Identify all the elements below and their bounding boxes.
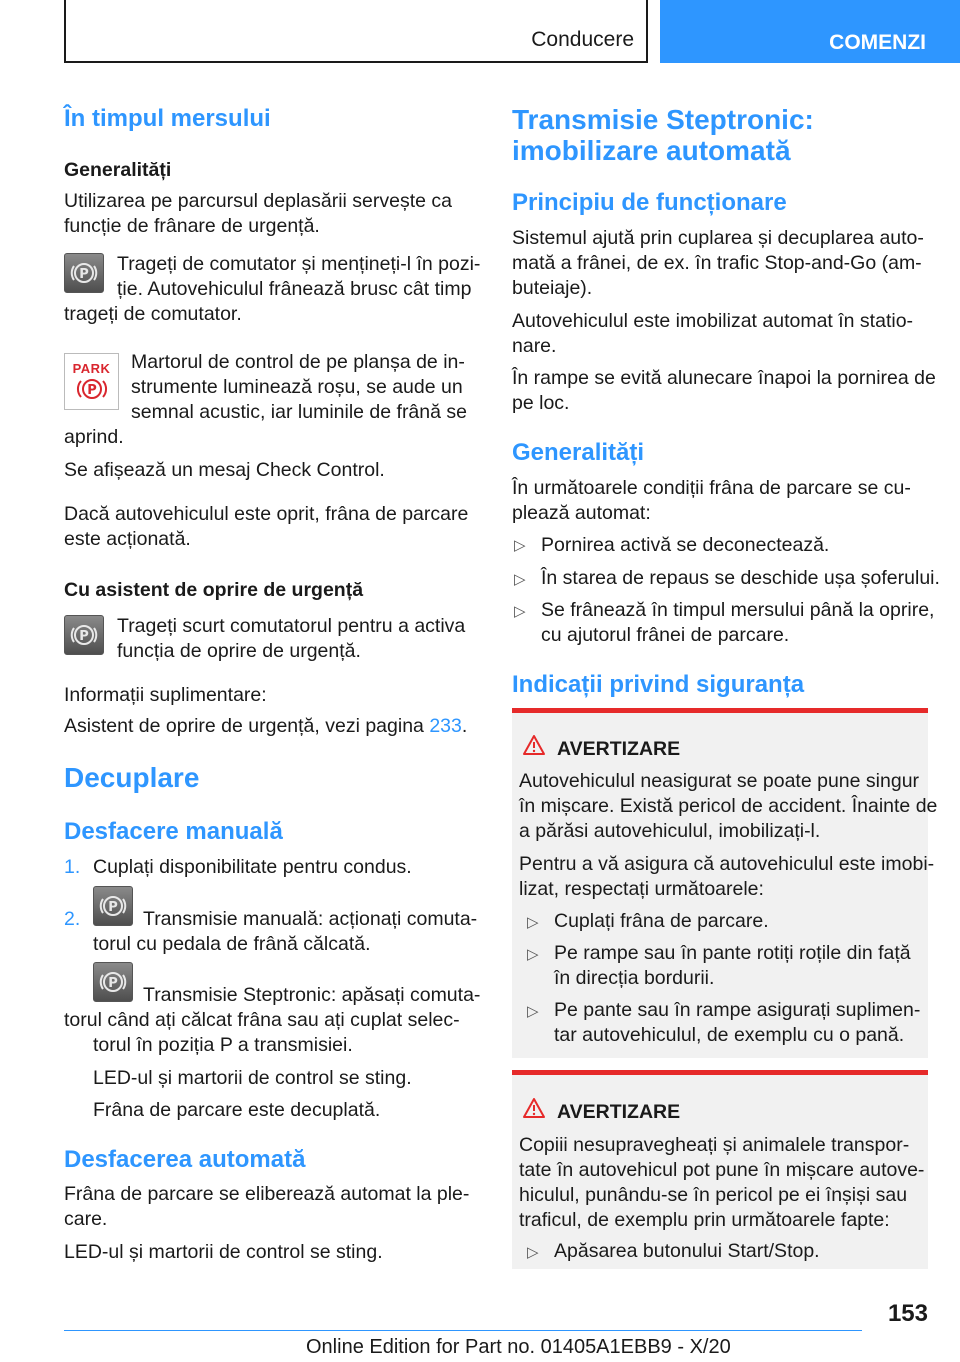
warning-1-bullet-3b: tar autovehiculul, de exemplu cu o pană. — [554, 1024, 905, 1046]
page-number: 153 — [887, 1300, 928, 1327]
paragraph-principiu-1: Sistemul ajută prin cuplarea și decuplarea auto- — [512, 227, 924, 249]
header-section-title: Conducere — [531, 28, 634, 51]
paragraph-principiu-2: mată a frânei, de ex. în trafic Stop-and-Go (am- — [512, 252, 922, 274]
svg-text:P: P — [108, 900, 118, 915]
paragraph-generalitati-1: Utilizarea pe parcursul deplasării servește ca — [64, 190, 453, 212]
reference-end: . — [461, 715, 468, 737]
step-2b-text-2: torul când ați călcat frâna sau ați cuplat selec- — [64, 1009, 460, 1031]
bullet-3-text-1: Se frânează în timpul mersului până la oprire, — [541, 599, 935, 621]
heading-in-timpul-mersului: În timpul mersului — [64, 105, 271, 132]
warning-2-bullet-1: Apăsarea butonului Start/Stop. — [554, 1240, 820, 1262]
step-2d-text: Frâna de parcare este decuplată. — [93, 1099, 381, 1121]
triangle-bullet-icon: ▷ — [514, 537, 526, 554]
park-warning-light-icon — [64, 353, 119, 410]
warning-1-bullet-3a: Pe pante sau în rampe asigurați suplimen- — [554, 999, 921, 1021]
step-2-text-1: Transmisie manuală: acționați comuta- — [143, 908, 478, 930]
reference-text: Asistent de oprire de urgență, vezi pagina — [64, 715, 430, 737]
paragraph-led: LED-ul și martorii de control se sting. — [64, 1241, 383, 1263]
paragraph-oprit-1: Dacă autovehiculul este oprit, frâna de parcare — [64, 503, 469, 525]
triangle-bullet-icon: ▷ — [527, 1244, 539, 1261]
warning-1-bullet-2b: în direcția bordurii. — [554, 967, 715, 989]
asistent-text-1: Trageți scurt comutatorul pentru a activa — [117, 615, 466, 637]
footer-divider — [64, 1330, 862, 1331]
paragraph-auto-2: care. — [64, 1208, 108, 1230]
bullet-3-text-2: cu ajutorul frânei de parcare. — [541, 624, 790, 646]
svg-text:P: P — [79, 629, 89, 644]
paragraph-generalitati-2: funcție de frânare de urgență. — [64, 215, 320, 237]
step-2c-text: LED-ul și martorii de control se sting. — [93, 1067, 412, 1089]
paragraph-principiu-3: buteiaje). — [512, 277, 593, 299]
triangle-bullet-icon: ▷ — [527, 914, 539, 931]
park-text-3: semnal acustic, iar luminile de frână se — [131, 401, 467, 423]
paragraph-imobilizat-2: nare. — [512, 335, 557, 357]
parking-brake-icon — [93, 962, 133, 1002]
warning-1-text-1: Autovehiculul neasigurat se poate pune singur — [519, 770, 920, 792]
warning-2-text-1: Copiii nesupravegheați și animalele transpor- — [519, 1134, 910, 1156]
warning-1-text-5: lizat, respectați următoarele: — [519, 878, 764, 900]
heading-desfacere-manuala: Desfacere manuală — [64, 818, 283, 845]
header-chapter-tab[interactable] — [660, 0, 960, 63]
paragraph-check-control: Se afișează un mesaj Check Control. — [64, 459, 385, 481]
warning-2-title: AVERTIZARE — [557, 1101, 681, 1123]
parking-brake-icon — [64, 615, 104, 655]
svg-text:P: P — [108, 976, 118, 991]
step-2b-text-1: Transmisie Steptronic: apăsați comuta- — [143, 984, 481, 1006]
chapter-label: COMENZI — [829, 30, 926, 54]
heading-decuplare: Decuplare — [64, 762, 200, 793]
subheading-asistent: Cu asistent de oprire de urgență — [64, 579, 364, 601]
step-1-text: Cuplați disponibilitate pentru condus. — [93, 856, 412, 878]
warning-2-text-4: traficul, de exemplu prin următoarele fapte: — [519, 1209, 890, 1231]
heading-desfacerea-automata: Desfacerea automată — [64, 1146, 306, 1173]
park-label: PARK — [72, 360, 111, 376]
warning-1-bullet-2a: Pe rampe sau în pante rotiți roțile din față — [554, 942, 911, 964]
icon1-text-1: Trageți de comutator și mențineți-l în pozi- — [117, 253, 481, 275]
heading-steptronic-2: imobilizare automată — [512, 135, 791, 166]
heading-generalitati: Generalități — [512, 439, 645, 466]
paragraph-rampe-1: În rampe se evită alunecare înapoi la pornirea de — [512, 367, 936, 389]
triangle-bullet-icon: ▷ — [514, 571, 526, 588]
park-text-1: Martorul de control de pe planșa de in- — [131, 351, 465, 373]
footer-edition: Online Edition for Part no. 01405A1EBB9 - X/20 — [306, 1336, 731, 1358]
icon1-text-3: trageți de comutator. — [64, 303, 242, 325]
paragraph-conditii-2: plează automat: — [512, 502, 651, 524]
parking-brake-icon — [64, 253, 104, 293]
warning-triangle-icon — [522, 734, 546, 761]
parking-brake-icon — [93, 886, 133, 926]
svg-text:P: P — [79, 267, 89, 282]
paragraph-imobilizat-1: Autovehiculul este imobilizat automat în statio- — [512, 310, 914, 332]
warning-2-text-2: tate în autovehicul pot pune în mișcare autove- — [519, 1159, 925, 1181]
asistent-text-2: funcția de oprire de urgență. — [117, 640, 361, 662]
step-2-text-2: torul cu pedala de frână călcată. — [93, 933, 371, 955]
triangle-bullet-icon: ▷ — [514, 603, 526, 620]
heading-siguranta: Indicații privind siguranța — [512, 671, 805, 698]
paragraph-rampe-2: pe loc. — [512, 392, 570, 414]
triangle-bullet-icon: ▷ — [527, 1003, 539, 1020]
warning-1-bullet-1: Cuplați frâna de parcare. — [554, 910, 769, 932]
bullet-2-text: În starea de repaus se deschide ușa șoferului. — [541, 567, 940, 589]
paragraph-info: Informații suplimentare: — [64, 684, 267, 706]
warning-1-title: AVERTIZARE — [557, 738, 681, 760]
paragraph-oprit-2: este acționată. — [64, 528, 191, 550]
bullet-1-text: Pornirea activă se deconectează. — [541, 534, 830, 556]
warning-1-text-3: a părăsi autovehiculul, imobilizați-l. — [519, 820, 821, 842]
warning-1-text-4: Pentru a vă asigura că autovehiculul este imobi- — [519, 853, 935, 875]
heading-steptronic-1: Transmisie Steptronic: — [512, 104, 814, 135]
warning-triangle-icon — [522, 1097, 546, 1124]
icon1-text-2: ție. Autovehiculul frânează brusc cât timp — [117, 278, 472, 300]
paragraph-auto-1: Frâna de parcare se eliberează automat la ple- — [64, 1183, 470, 1205]
step-number-2: 2. — [64, 908, 81, 930]
subheading-generalitati: Generalități — [64, 159, 172, 181]
paragraph-reference — [64, 714, 467, 739]
triangle-bullet-icon: ▷ — [527, 946, 539, 963]
heading-principiu: Principiu de funcționare — [512, 189, 787, 216]
warning-2-text-3: hiculul, punându-se în pericol pe ei înșiși sau — [519, 1184, 908, 1206]
step-number-1: 1. — [64, 856, 81, 878]
warning-1-text-2: în mișcare. Există pericol de accident. Înainte de — [519, 795, 938, 817]
step-2b-text-3: torul în poziția P a transmisiei. — [93, 1034, 353, 1056]
paragraph-conditii-1: În următoarele condiții frâna de parcare se cu- — [512, 477, 911, 499]
svg-text:P: P — [86, 382, 97, 398]
park-text-4: aprind. — [64, 426, 124, 448]
park-text-2: strumente luminează roșu, se aude un — [131, 376, 463, 398]
page-link[interactable]: 233 — [429, 715, 462, 737]
